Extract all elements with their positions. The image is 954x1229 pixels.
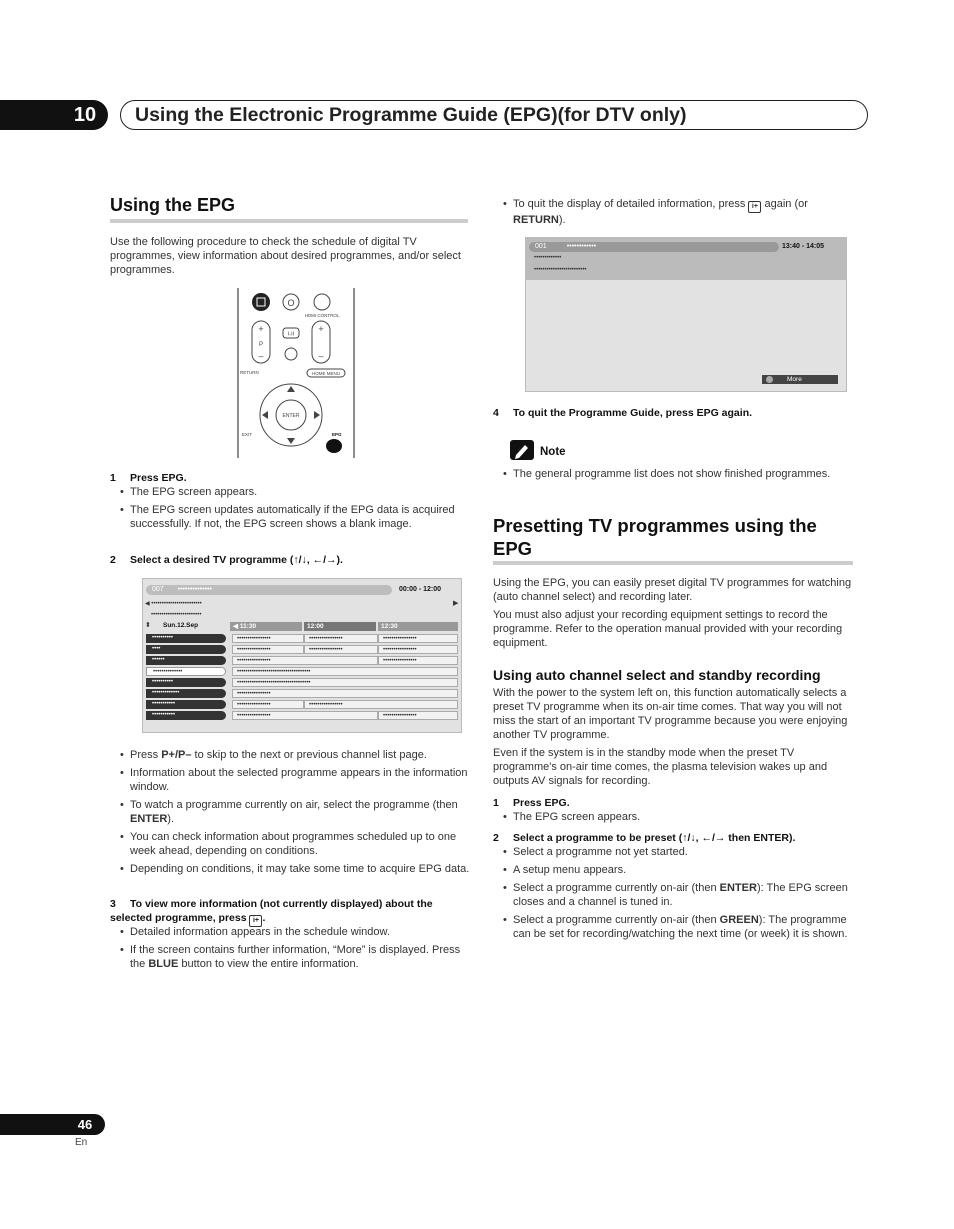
section-title-presetting: Presetting TV programmes using the EPG: [493, 515, 817, 559]
paragraph: You must also adjust your recording equipment settings to record the programme. Refer to the operation manual provided with your recording equipment.: [493, 609, 843, 649]
step-2-number: 2: [110, 554, 116, 566]
list-item: • Information about the selected programme appears in the information window.: [110, 766, 472, 794]
list-item: • To watch a programme currently on air, select the programme (then ENTER).: [110, 798, 472, 826]
epg-cell: ••••••••••••••••: [378, 634, 458, 643]
updown-arrow-icon: ⬍: [145, 622, 151, 629]
list-item: • You can check information about programmes scheduled up to one week ahead, depending on conditions.: [110, 830, 472, 858]
epg-cell: ••••••••••••••••: [232, 634, 304, 643]
epg-info-line-2: ••••••••••••••••••••••••: [151, 612, 202, 618]
step-3-number: 3: [110, 898, 116, 910]
info-title-bar: 001 ••••••••••••: [529, 242, 779, 252]
epg-label: EPG: [332, 432, 342, 437]
epg-cell: ••••••••••••••••: [304, 645, 378, 654]
info-screen-illustration: [525, 237, 847, 392]
info-dots-line-2: •••••••••••••••••••••••••: [534, 267, 587, 273]
note-bullets: [493, 467, 853, 485]
list-item: • The EPG screen appears.: [110, 485, 470, 499]
epg-cell: ••••••••••••••••: [232, 689, 458, 698]
info-button-icon: i+: [249, 915, 262, 927]
epg-cell: ••••••••••••••••: [378, 711, 458, 720]
paragraph: Using the EPG, you can easily preset digital TV programmes for watching (auto channel select) and recording later.: [493, 577, 852, 603]
step-4-text: To quit the Programme Guide, press EPG again.: [513, 407, 753, 419]
language-label: En: [75, 1137, 88, 1148]
section-rule: [110, 219, 468, 223]
epg-cell: ••••••••••••••••: [304, 700, 458, 709]
more-button: More: [762, 375, 838, 384]
step-1-text: Press EPG.: [130, 472, 187, 484]
paragraph: With the power to the system left on, this function automatically selects a preset TV programme when its on-air time comes. That way you will not miss the start of an important TV programme because you were enjoying another TV programme.: [493, 687, 848, 741]
note-label: Note: [540, 446, 566, 458]
list-item: • The EPG screen appears.: [493, 810, 853, 824]
preset-step-2: [493, 831, 795, 845]
info-button-icon: i+: [748, 201, 761, 213]
list-item: • To quit the display of detailed information, press i+ again (or RETURN).: [493, 197, 853, 227]
step-1-number: 1: [110, 472, 116, 484]
i-ii-label: I-II: [287, 331, 295, 338]
page-number-badge: [0, 1114, 105, 1135]
hdmi-control-label: HDMI CONTROL: [304, 313, 340, 318]
step-4: [493, 406, 752, 420]
step-3: 3 To view more information (not currently displayed) about the selected programme, press i+ .: [110, 897, 472, 927]
intro-paragraph: Use the following procedure to check the schedule of digital TV programmes, view information about desired programmes, and/or select programmes.: [110, 236, 461, 276]
home-menu-label: HOME MENU: [312, 371, 340, 376]
preset-step-1-bullets: [493, 810, 853, 828]
info-button-icon: [252, 293, 270, 311]
epg-info-line-1: ◀ ••••••••••••••••••••••••: [145, 601, 202, 607]
epg-channel-row-3: ••••••: [146, 656, 226, 665]
epg-channel-row-8: •••••••••••: [146, 711, 226, 720]
chapter-number-badge: [0, 100, 108, 130]
epg-cell: •••••••••••••••••••••••••••••••••••: [232, 667, 458, 676]
epg-time-1200: 12:00: [304, 622, 376, 631]
subsection-title: Using auto channel select and standby recording: [493, 667, 821, 683]
epg-cell: ••••••••••••••••: [232, 645, 304, 654]
list-item: • The general programme list does not show finished programmes.: [493, 467, 853, 481]
step-2-text: Select a desired TV programme (↑/↓, ←/→).: [130, 554, 343, 566]
info-dots-line-1: •••••••••••••: [534, 255, 562, 261]
list-item: • Select a programme not yet started.: [493, 845, 855, 859]
epg-time-1230: 12:30: [378, 622, 458, 631]
list-item: • If the screen contains further information, “More” is displayed. Press the BLUE button to view the entire information.: [110, 943, 472, 971]
preset-step-1-text: Press EPG.: [513, 797, 570, 809]
list-item: • Detailed information appears in the schedule window.: [110, 925, 472, 939]
o-button-label: O: [287, 298, 295, 308]
section-title-using-epg: Using the EPG: [110, 195, 236, 215]
epg-time-range: 00:00 - 12:00: [399, 586, 442, 593]
list-item: • Select a programme currently on-air (then GREEN): The programme can be set for recording/watching the next time (or week) it is shown.: [493, 913, 855, 941]
epg-channel: 007: [152, 586, 164, 593]
preset-step-2-text: Select a programme to be preset (↑/↓, ←/→ then ENTER).: [513, 832, 796, 844]
chapter-title: Using the Electronic Programme Guide (EPG)(for DTV only): [120, 100, 868, 130]
step-4-number: 4: [493, 407, 499, 419]
svg-text:–: –: [318, 351, 324, 361]
epg-channel-row-4-selected: ••••••••••••••: [146, 667, 226, 676]
step-2-bullets: [110, 748, 472, 880]
step-3-text: To view more information (not currently displayed) about the selected programme, press: [110, 898, 433, 924]
step-2: [110, 553, 343, 567]
step-1: [110, 471, 187, 485]
epg-channel-row-6: •••••••••••••: [146, 689, 226, 698]
step-3-bullets: [110, 925, 472, 975]
section-rule: [493, 561, 853, 565]
chapter-number: 10: [73, 104, 97, 126]
list-item: • A setup menu appears.: [493, 863, 855, 877]
blue-button-icon: [766, 376, 773, 383]
epg-cell: ••••••••••••••••: [378, 656, 458, 665]
epg-right-arrow-icon: ▶: [453, 600, 459, 607]
preset-step-1: [493, 796, 570, 810]
epg-channel-row-7: •••••••••••: [146, 700, 226, 709]
epg-time-1130: ◀ 11:30: [230, 622, 302, 631]
enter-label: ENTER: [282, 413, 300, 419]
epg-channel-row-2: ••••: [146, 645, 226, 654]
svg-text:+: +: [318, 324, 324, 334]
epg-cell: ••••••••••••••••: [232, 711, 378, 720]
info-time: 13:40 - 14:05: [782, 243, 825, 250]
page-number: 46: [77, 1117, 93, 1132]
quit-detail-bullet: [493, 197, 853, 231]
epg-channel-row-1: ••••••••••: [146, 634, 226, 643]
list-item: • The EPG screen updates automatically if the EPG data is acquired successfully. If not, the EPG screen shows a blank image.: [110, 503, 470, 531]
preset-step-2-number: 2: [493, 832, 499, 844]
p-label: P: [258, 342, 264, 348]
epg-cell: ••••••••••••••••: [232, 700, 304, 709]
epg-title-bar: [146, 585, 392, 595]
epg-cell: ••••••••••••••••: [378, 645, 458, 654]
preset-step-2-bullets: [493, 845, 855, 945]
list-item: • Depending on conditions, it may take some time to acquire EPG data.: [110, 862, 472, 876]
svg-text:+: +: [258, 324, 264, 334]
epg-cell: •••••••••••••••••••••••••••••••••••: [232, 678, 458, 687]
epg-cell: ••••••••••••••••: [232, 656, 378, 665]
epg-channel-row-5: ••••••••••: [146, 678, 226, 687]
svg-text:–: –: [258, 351, 264, 361]
list-item: • Select a programme currently on-air (then ENTER): The EPG screen closes and a channel is tuned in.: [493, 881, 855, 909]
list-item: • Press P+/P– to skip to the next or previous channel list page.: [110, 748, 472, 762]
epg-dots-header: ••••••••••••••: [177, 586, 212, 593]
paragraph: Even if the system is in the standby mode when the preset TV programme's on-air time comes, the plasma television wakes up and outputs AV signals for recording.: [493, 747, 828, 787]
epg-screen-illustration: [142, 578, 462, 733]
step-1-bullets: [110, 485, 470, 535]
exit-label: EXIT: [242, 432, 253, 437]
note-icon: [510, 440, 534, 460]
remote-control-illustration: [236, 288, 356, 458]
epg-cell: ••••••••••••••••: [304, 634, 378, 643]
epg-date: Sun.12.Sep: [163, 622, 199, 629]
epg-button-icon: [326, 439, 342, 453]
return-label: RETURN: [240, 370, 259, 375]
preset-step-1-number: 1: [493, 797, 499, 809]
